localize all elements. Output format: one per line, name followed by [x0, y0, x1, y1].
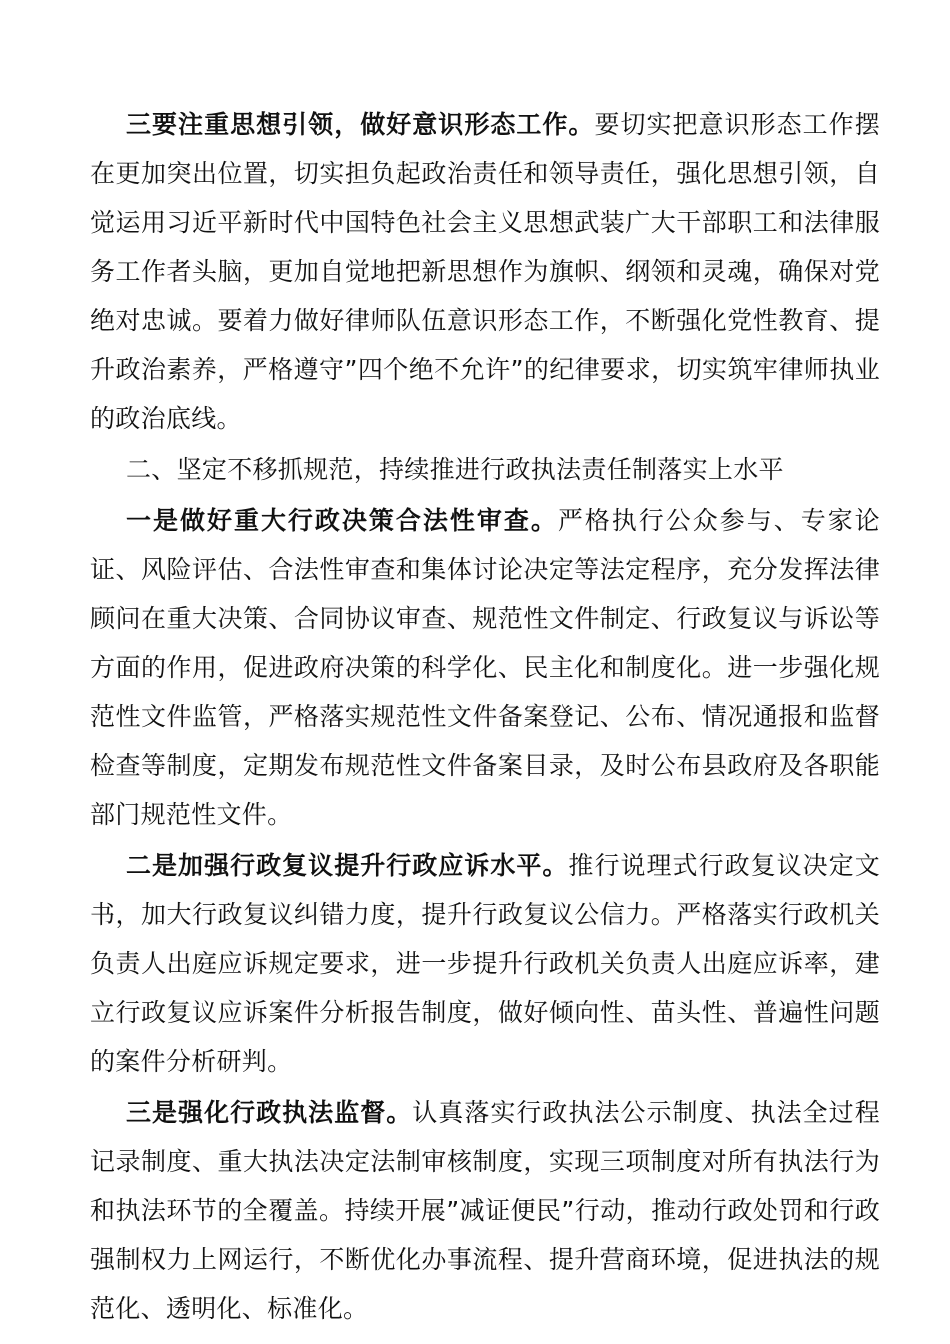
paragraph-text: 认真落实行政执法公示制度、执法全过程记录制度、重大执法决定法制审核制度，实现三项制度对所有执法行为和执法环节的全覆盖。持续开展”减证便民”行动，推动行政处罚和行政强制权力上网运行，不断优化办事流程、提升营商环境，促进执法的规范化、透明化、标准化。: [90, 1098, 880, 1323]
paragraph-lead-heading: 二是加强行政复议提升行政应诉水平。: [126, 851, 569, 880]
paragraph-lead-heading: 一是做好重大行政决策合法性审查。: [126, 506, 558, 535]
paragraph-lead-heading: 三要注重思想引领，做好意识形态工作。: [126, 110, 595, 139]
paragraph-legality-review: [90, 496, 880, 839]
paragraph-administrative-review: [90, 841, 880, 1086]
paragraph-text: 推行说理式行政复议决定文书，加大行政复议纠错力度，提升行政复议公信力。严格落实行政机关负责人出庭应诉规定要求，进一步提升行政机关负责人出庭应诉率，建立行政复议应诉案件分析报告制度，做好倾向性、苗头性、普遍性问题的案件分析研判。: [90, 851, 880, 1076]
document-body: [90, 100, 880, 1335]
section-heading-two: [90, 445, 880, 494]
paragraph-enforcement-supervision: [90, 1088, 880, 1333]
paragraph-text: 要切实把意识形态工作摆在更加突出位置，切实担负起政治责任和领导责任，强化思想引领，自觉运用习近平新时代中国特色社会主义思想武装广大干部职工和法律服务工作者头脑，更加自觉地把新思想作为旗帜、纲领和灵魂，确保对党绝对忠诚。要着力做好律师队伍意识形态工作，不断强化党性教育、提升政治素养，严格遵守”四个绝不允许”的纪律要求，切实筑牢律师执业的政治底线。: [90, 110, 880, 433]
paragraph-ideology-work: [90, 100, 880, 443]
paragraph-text: 严格执行公众参与、专家论证、风险评估、合法性审查和集体讨论决定等法定程序，充分发挥法律顾问在重大决策、合同协议审查、规范性文件制定、行政复议与诉讼等方面的作用，促进政府决策的科学化、民主化和制度化。进一步强化规范性文件监管，严格落实规范性文件备案登记、公布、情况通报和监督检查等制度，定期发布规范性文件备案目录，及时公布县政府及各职能部门规范性文件。: [90, 506, 880, 829]
paragraph-lead-heading: 三是强化行政执法监督。: [126, 1098, 413, 1127]
section-heading-text: 二、坚定不移抓规范，持续推进行政执法责任制落实上水平: [126, 455, 784, 484]
